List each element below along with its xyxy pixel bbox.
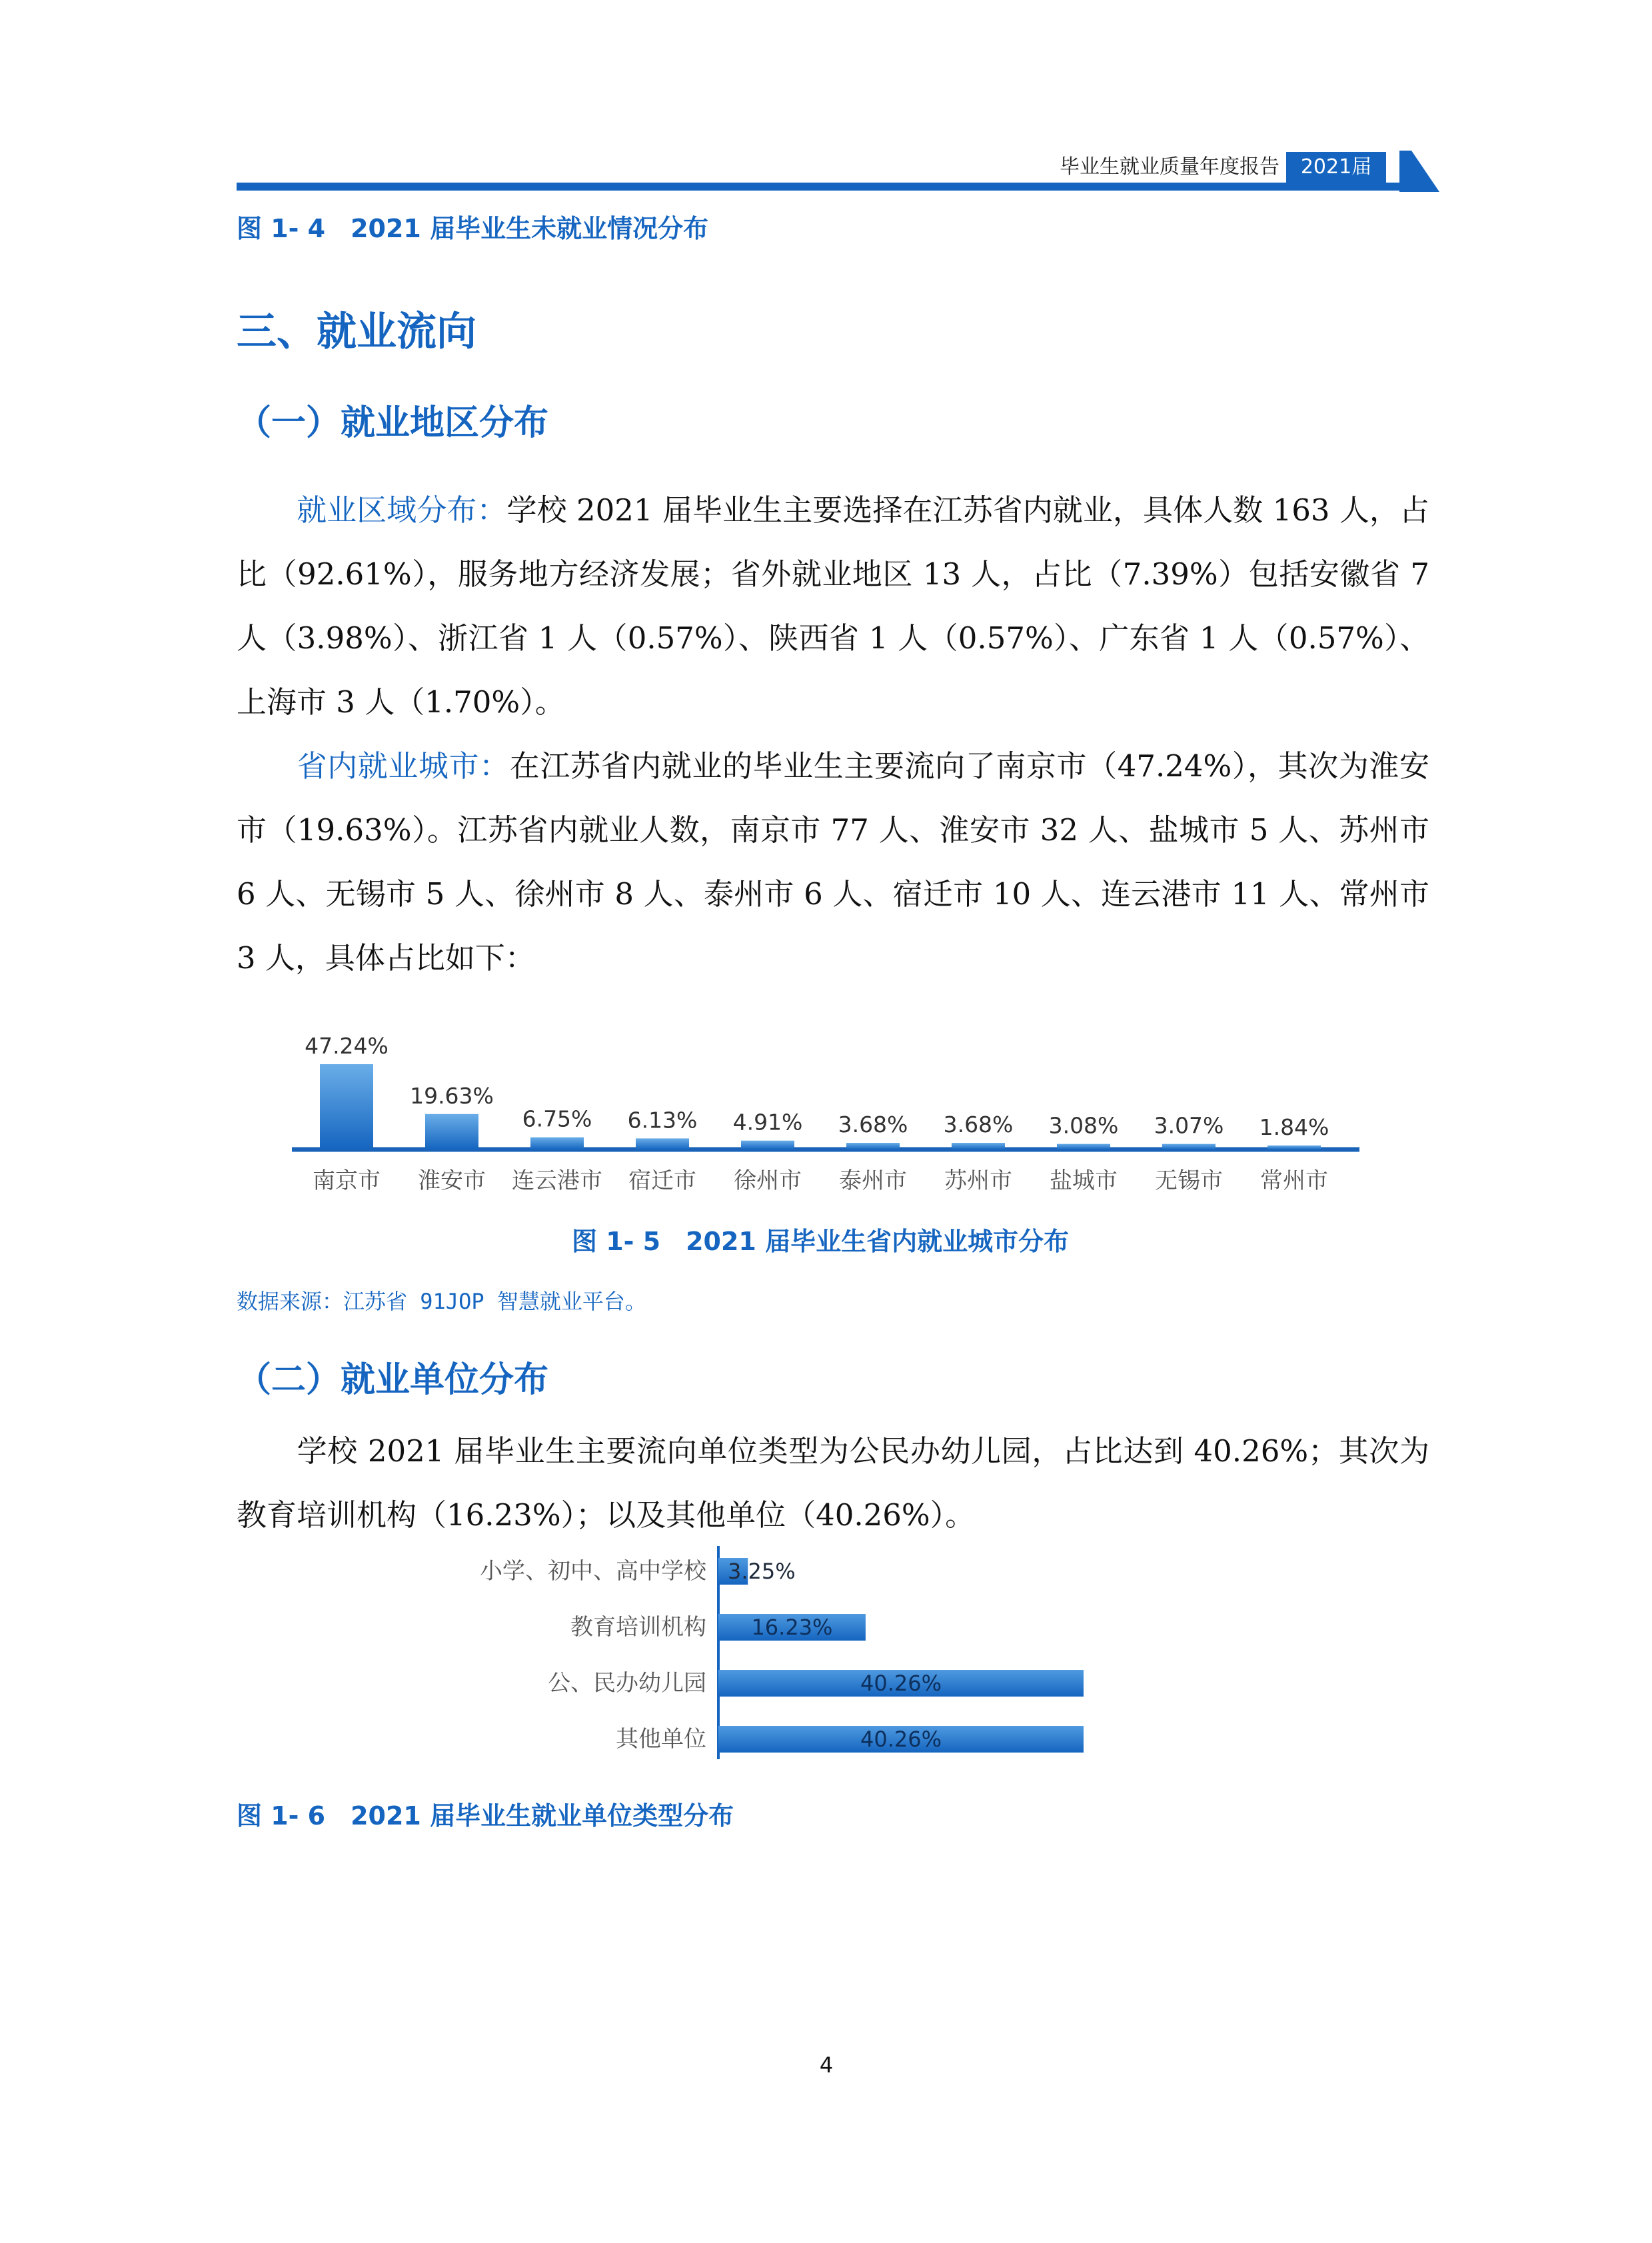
- bar-value-label: 3.25%: [728, 1559, 796, 1584]
- bar-value-label: 3.07%: [1154, 1112, 1224, 1139]
- category-label: 其他单位: [616, 1726, 706, 1753]
- category-label: 南京市: [313, 1167, 381, 1194]
- data-source-note: 数据来源：江苏省 91JOP 智慧就业平台。: [237, 1289, 646, 1314]
- section-title: 三、就业流向: [237, 309, 476, 355]
- header-arrow-icon: [1399, 151, 1439, 192]
- paragraph-employer-distribution: [237, 1419, 1429, 1547]
- paragraph-body: 学校 2021 届毕业生主要选择在江苏省内就业，具体人数 163 人，占比（92.61%），服务地方经济发展；省外就业地区 13 人，占比（7.39%）包括安徽省 7 人（3.98%）、浙江省 1 人（0.57%）、陕西省 1 人（0.57%）、广东省 1 人（0.57%）、上海市 3 人（1.70%）。: [237, 492, 1429, 720]
- header-rule: [237, 183, 1403, 191]
- category-label: 教育培训机构: [570, 1614, 706, 1641]
- bar-value-label: 4.91%: [732, 1109, 803, 1135]
- bar-value-label: 16.23%: [751, 1615, 833, 1640]
- category-label: 淮安市: [418, 1167, 486, 1194]
- paragraph-body: 在江苏省内就业的毕业生主要流向了南京市（47.24%），其次为淮安市（19.63%）。江苏省内就业人数，南京市 77 人、淮安市 32 人、盐城市 5 人、苏州市 6 人、无锡市 5 人、徐州市 8 人、泰州市 6 人、宿迁市 10 人、连云港市 11 人、常州市 3 人，具体占比如下：: [237, 748, 1429, 976]
- employer-type-chart: [400, 1546, 1133, 1766]
- report-year-badge: 2021届: [1286, 152, 1386, 183]
- subsection-title-region: （一）就业地区分布: [237, 403, 549, 443]
- bar-徐州市: [741, 1141, 794, 1149]
- subsection-title-employer: （二）就业单位分布: [237, 1360, 549, 1400]
- category-label: 连云港市: [512, 1167, 602, 1194]
- report-header-title: 毕业生就业质量年度报告: [1060, 155, 1279, 179]
- figure-1-4-caption: 图 1- 4 2021 届毕业生未就业情况分布: [237, 214, 709, 243]
- bar-value-label: 40.26%: [860, 1727, 942, 1752]
- bar-苏州市: [952, 1143, 1005, 1149]
- bar-value-label: 3.08%: [1048, 1112, 1119, 1139]
- bar-盐城市: [1057, 1144, 1110, 1149]
- category-label: 常州市: [1260, 1167, 1328, 1194]
- bar-南京市: [320, 1064, 373, 1149]
- paragraph-city-distribution: [237, 734, 1429, 990]
- category-label: 公、民办幼儿园: [548, 1670, 706, 1697]
- bar-泰州市: [846, 1143, 900, 1149]
- bar-value-label: 3.68%: [943, 1112, 1014, 1138]
- paragraph-region-distribution: [237, 478, 1429, 734]
- bar-宿迁市: [636, 1138, 689, 1149]
- bar-value-label: 6.13%: [627, 1107, 698, 1133]
- bar-value-label: 1.84%: [1259, 1114, 1329, 1140]
- bar-常州市: [1267, 1145, 1321, 1149]
- bar-value-label: 40.26%: [860, 1671, 942, 1696]
- category-label: 苏州市: [944, 1167, 1012, 1194]
- category-label: 盐城市: [1050, 1167, 1118, 1194]
- figure-1-6-caption: 图 1- 6 2021 届毕业生就业单位类型分布: [237, 1801, 734, 1831]
- category-label: 宿迁市: [628, 1167, 696, 1194]
- figure-1-5-caption: 图 1- 5 2021 届毕业生省内就业城市分布: [572, 1227, 1070, 1256]
- bar-淮安市: [425, 1114, 478, 1149]
- category-label: 泰州市: [839, 1167, 907, 1194]
- category-label: 无锡市: [1155, 1167, 1223, 1194]
- bar-连云港市: [530, 1137, 584, 1149]
- bar-无锡市: [1162, 1144, 1216, 1149]
- paragraph-lead: 省内就业城市：: [297, 748, 510, 784]
- paragraph-lead: 就业区域分布：: [297, 492, 507, 528]
- city-distribution-chart: [280, 1026, 1373, 1213]
- page-number: 4: [819, 2052, 834, 2078]
- bar-value-label: 47.24%: [305, 1033, 389, 1059]
- bar-value-label: 19.63%: [410, 1082, 494, 1109]
- category-label: 小学、初中、高中学校: [480, 1558, 706, 1585]
- bar-value-label: 6.75%: [522, 1106, 592, 1132]
- category-label: 徐州市: [734, 1167, 802, 1194]
- paragraph-body: 学校 2021 届毕业生主要流向单位类型为公民办幼儿园，占比达到 40.26%；其次为教育培训机构（16.23%）；以及其他单位（40.26%）。: [237, 1433, 1429, 1533]
- bar-value-label: 3.68%: [838, 1112, 908, 1138]
